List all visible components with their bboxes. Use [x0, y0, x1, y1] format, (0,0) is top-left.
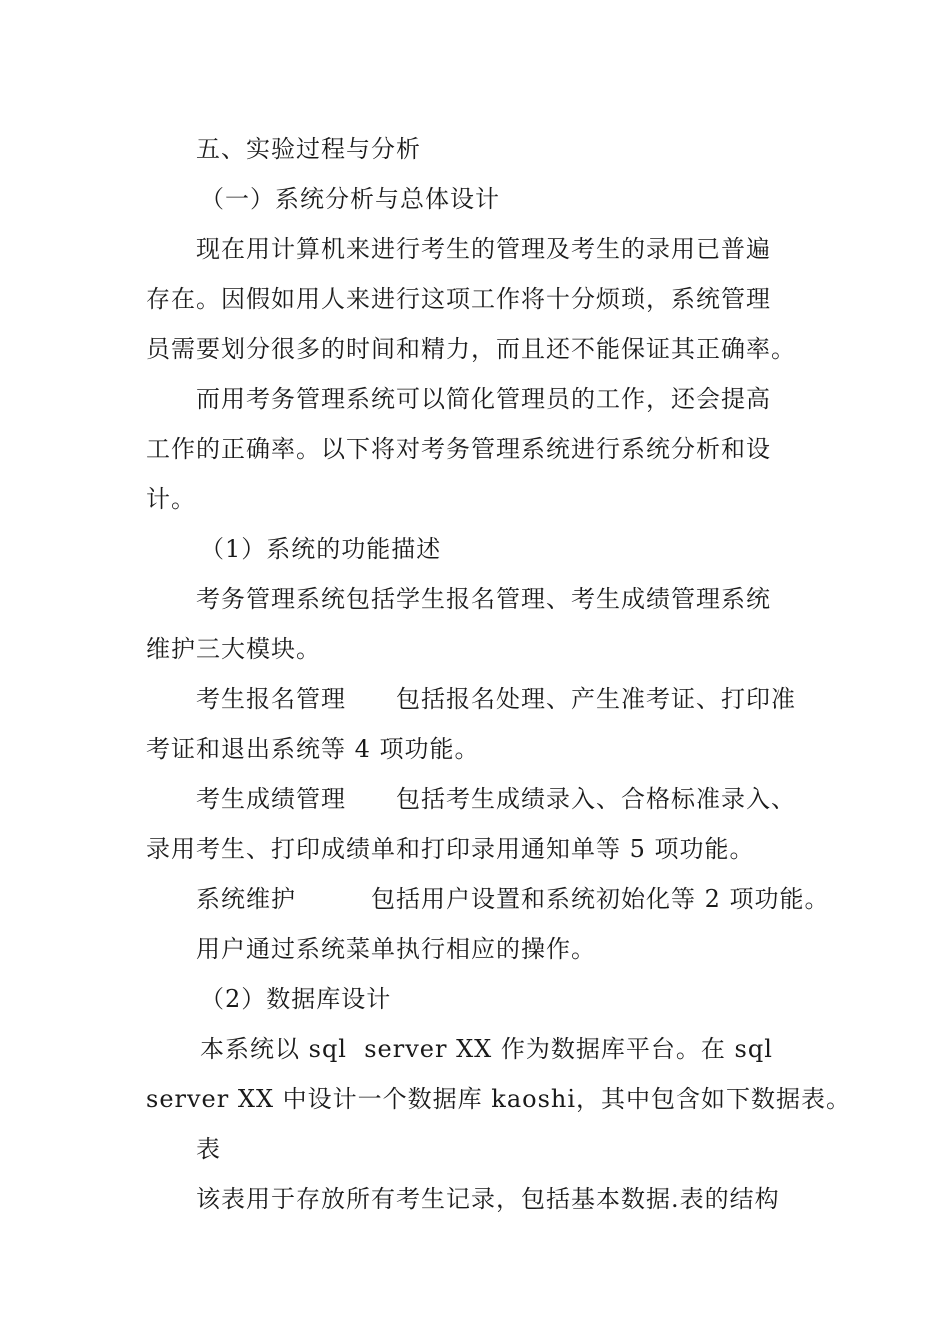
paragraph-line: server XX 中设计一个数据库 kaoshi，其中包含如下数据表。 — [146, 1085, 852, 1113]
paragraph-line: 维护三大模块。 — [146, 635, 321, 663]
paragraph-line: 该表用于存放所有考生记录，包括基本数据.表的结构 — [196, 1185, 780, 1213]
subsection-heading: （一）系统分析与总体设计 — [200, 185, 500, 213]
paragraph-line: 考生报名管理 包括报名处理、产生准考证、打印准 — [196, 685, 796, 713]
table-caption: 表 — [196, 1135, 221, 1163]
paragraph-line: 录用考生、打印成绩单和打印录用通知单等 5 项功能。 — [146, 835, 755, 863]
paragraph-line: 考务管理系统包括学生报名管理、考生成绩管理系统 — [196, 585, 771, 613]
paragraph-line: 而用考务管理系统可以简化管理员的工作，还会提高 — [196, 385, 771, 413]
paragraph-line: 系统维护 包括用户设置和系统初始化等 2 项功能。 — [196, 885, 830, 913]
section-heading: 五、实验过程与分析 — [196, 135, 421, 163]
paragraph-line: 本系统以 sql server XX 作为数据库平台。在 sql — [200, 1035, 773, 1063]
paragraph-line: 员需要划分很多的时间和精力，而且还不能保证其正确率。 — [146, 335, 796, 363]
paragraph-line: 工作的正确率。以下将对考务管理系统进行系统分析和设 — [146, 435, 771, 463]
subheading: （2）数据库设计 — [200, 985, 392, 1013]
paragraph-line: 考证和退出系统等 4 项功能。 — [146, 735, 480, 763]
paragraph-line: 现在用计算机来进行考生的管理及考生的录用已普遍 — [196, 235, 771, 263]
paragraph-line: 考生成绩管理 包括考生成绩录入、合格标准录入、 — [196, 785, 796, 813]
paragraph-line: 计。 — [146, 485, 196, 513]
subheading: （1）系统的功能描述 — [200, 535, 442, 563]
paragraph-line: 用户通过系统菜单执行相应的操作。 — [196, 935, 596, 963]
paragraph-line: 存在。因假如用人来进行这项工作将十分烦琐，系统管理 — [146, 285, 771, 313]
